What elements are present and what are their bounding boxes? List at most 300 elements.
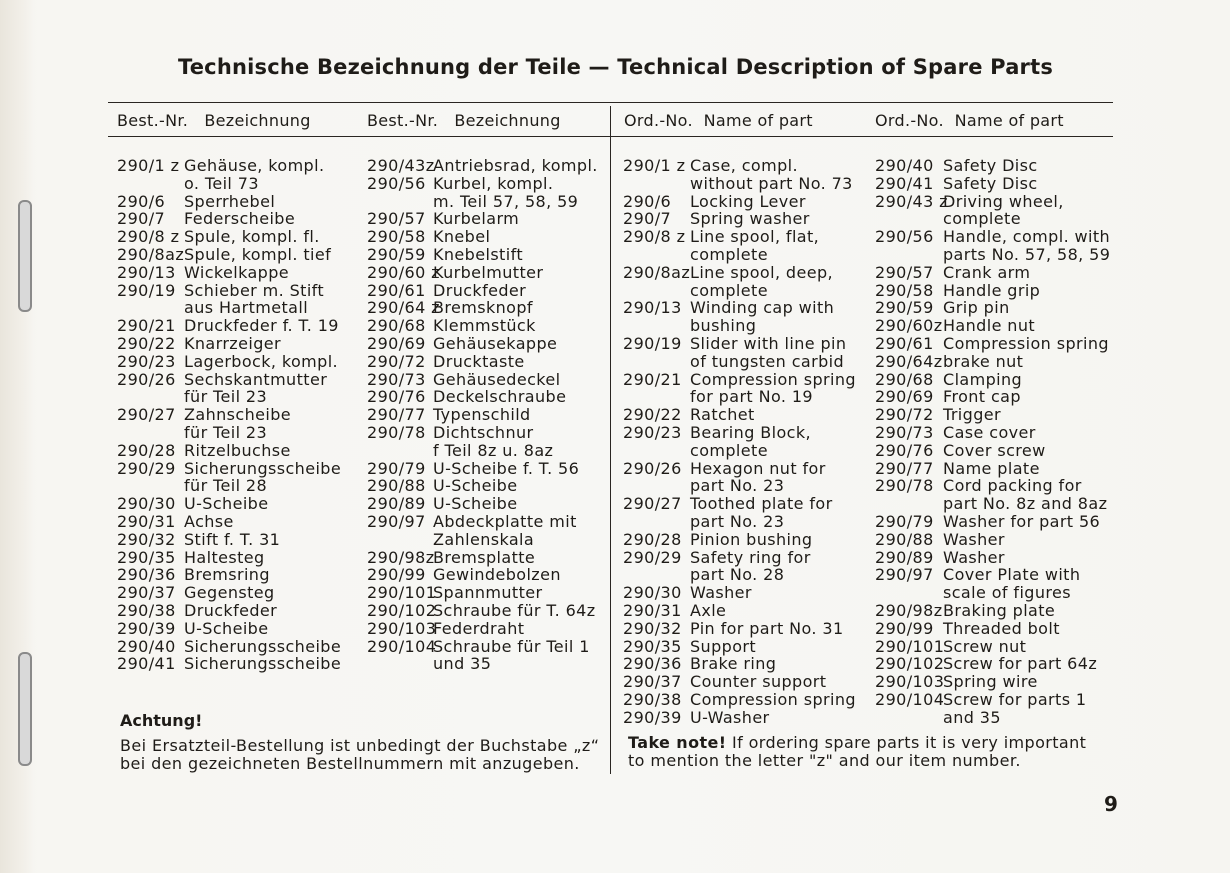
part-name: Name plate: [943, 458, 1040, 478]
part-name: Zahnscheibe: [184, 405, 292, 425]
part-number: 290/57: [367, 209, 426, 229]
part-name: Sicherungsscheibe: [184, 654, 342, 674]
part-number: 290/57: [875, 262, 934, 282]
part-name: U-Washer: [690, 707, 770, 727]
part-name: Knarrzeiger: [184, 333, 281, 353]
part-number: 290/97: [367, 511, 426, 531]
part-row-continuation: [117, 388, 341, 406]
part-name: Bearing Block,: [690, 422, 811, 442]
part-number: [117, 299, 184, 317]
part-row: [117, 371, 341, 389]
part-name: Sicherungsscheibe: [184, 458, 342, 478]
part-name: part No. 28: [690, 565, 785, 585]
part-name: Compression spring: [690, 369, 856, 389]
part-row: [117, 228, 341, 246]
part-number: 290/1 z: [623, 156, 686, 175]
part-number: 290/79: [875, 511, 934, 531]
part-name: Zahlenskala: [433, 529, 535, 549]
part-row-continuation: [623, 317, 856, 335]
part-number: [875, 584, 943, 602]
part-number: [117, 175, 184, 193]
part-row: [623, 638, 856, 656]
part-number: 290/79: [367, 458, 426, 478]
part-row: [367, 406, 598, 424]
part-name: Slider with line pin: [690, 333, 847, 353]
part-row: [875, 655, 1110, 673]
part-number: 290/27: [117, 405, 176, 425]
part-row: [623, 549, 856, 567]
part-name: Sechskantmutter: [184, 369, 328, 389]
part-row-continuation: [875, 246, 1110, 264]
part-number: [623, 442, 690, 460]
part-name: Counter support: [690, 672, 827, 692]
part-name: Klemmstück: [433, 316, 536, 336]
part-name: für Teil 23: [184, 422, 268, 442]
part-number: 290/102: [875, 654, 945, 674]
part-number: 290/26: [623, 458, 682, 478]
part-row: [117, 620, 341, 638]
header-name-of-part: Name of part: [954, 111, 1064, 130]
part-name: U-Scheibe: [184, 494, 269, 514]
part-name: Winding cap with: [690, 298, 835, 318]
part-row-continuation: [367, 655, 598, 673]
part-name: scale of figures: [943, 583, 1072, 603]
part-row: [367, 584, 598, 602]
part-row: [623, 531, 856, 549]
part-name: Lagerbock, kompl.: [184, 351, 339, 371]
part-row: [117, 246, 341, 264]
part-row: [875, 691, 1110, 709]
part-row: [117, 638, 341, 656]
header-best-nr: Best.-Nr.: [117, 111, 189, 130]
part-number: 290/41: [117, 654, 176, 674]
part-row: [875, 513, 1110, 531]
part-name: Bremsplatte: [433, 547, 536, 567]
part-row-continuation: [367, 531, 598, 549]
header-de-left: [117, 111, 311, 130]
part-number: 290/61: [875, 333, 934, 353]
part-name: bushing: [690, 316, 757, 336]
part-number: [623, 246, 690, 264]
part-number: [367, 193, 433, 211]
part-number: 290/39: [117, 618, 176, 638]
part-row: [875, 531, 1110, 549]
part-row: [875, 620, 1110, 638]
part-name: Locking Lever: [690, 191, 806, 211]
part-row: [367, 566, 598, 584]
part-name: Druckfeder: [433, 280, 527, 300]
part-number: 290/23: [117, 351, 176, 371]
part-row: [367, 388, 598, 406]
part-row: [875, 157, 1110, 175]
part-row: [875, 460, 1110, 478]
part-number: 290/28: [623, 529, 682, 549]
part-number: 290/37: [623, 672, 682, 692]
part-name: Spule, kompl. fl.: [184, 227, 320, 247]
part-name: Safety Disc: [943, 156, 1038, 175]
part-row: [117, 193, 341, 211]
part-name: Toothed plate for: [690, 494, 833, 514]
part-name: Cover Plate with: [943, 565, 1081, 585]
note-line-1: [628, 734, 1086, 752]
part-number: 290/101: [367, 583, 437, 603]
part-name: Case cover: [943, 422, 1036, 442]
part-number: 290/32: [623, 618, 682, 638]
part-number: 290/38: [117, 600, 176, 620]
part-name: Spannmutter: [433, 583, 543, 603]
part-row: [875, 477, 1110, 495]
part-name: Spring wire: [943, 672, 1038, 692]
part-row-continuation: [367, 442, 598, 460]
part-number: 290/104: [367, 636, 437, 656]
part-row: [367, 228, 598, 246]
part-number: 290/56: [367, 173, 426, 193]
part-name: Federscheibe: [184, 209, 296, 229]
note-line: Bei Ersatzteil-Bestellung ist unbedingt der Buchstabe „z“: [120, 736, 600, 755]
part-row: [623, 602, 856, 620]
part-row: [623, 709, 856, 727]
part-name: parts No. 57, 58, 59: [943, 244, 1111, 264]
part-number: 290/97: [875, 565, 934, 585]
part-number: [875, 210, 943, 228]
staple-bottom: [18, 652, 32, 766]
part-name: U-Scheibe: [184, 618, 269, 638]
part-name: Antriebsrad, kompl.: [433, 156, 598, 175]
part-name: Typenschild: [433, 405, 531, 425]
part-number: 290/8 z: [623, 227, 686, 247]
part-row-continuation: [623, 246, 856, 264]
part-name: aus Hartmetall: [184, 298, 309, 318]
part-row: [367, 620, 598, 638]
part-name: Braking plate: [943, 600, 1056, 620]
parts-list-en-left: [623, 157, 856, 727]
part-name: part No. 8z and 8az: [943, 494, 1108, 514]
part-number: 290/69: [875, 387, 934, 407]
part-row: [623, 460, 856, 478]
part-row-continuation: [623, 353, 856, 371]
part-row: [117, 317, 341, 335]
part-row: [875, 638, 1110, 656]
center-divider: [610, 106, 611, 774]
part-row: [875, 335, 1110, 353]
part-number: [875, 495, 943, 513]
part-number: 290/21: [117, 316, 176, 336]
part-name: Washer for part 56: [943, 511, 1101, 531]
part-row: [875, 353, 1110, 371]
part-row: [875, 175, 1110, 193]
part-row: [117, 495, 341, 513]
part-name: Bremsring: [184, 565, 270, 585]
part-name: Washer: [943, 547, 1005, 567]
part-number: 290/56: [875, 227, 934, 247]
part-row: [117, 157, 341, 175]
part-name: Washer: [690, 583, 752, 603]
part-name: Pinion bushing: [690, 529, 813, 549]
part-row: [875, 424, 1110, 442]
part-row: [623, 264, 856, 282]
part-name: Gegensteg: [184, 583, 275, 603]
header-ord-no: Ord.-No.: [624, 111, 693, 130]
part-number: 290/59: [367, 244, 426, 264]
part-row: [875, 602, 1110, 620]
part-number: 290/19: [117, 280, 176, 300]
part-name: Crank arm: [943, 262, 1031, 282]
part-row: [623, 691, 856, 709]
part-number: 290/37: [117, 583, 176, 603]
note-heading-en: Take note!: [628, 733, 727, 752]
part-number: 290/13: [117, 262, 176, 282]
part-row-continuation: [623, 477, 856, 495]
part-name: complete: [690, 244, 768, 264]
part-row: [367, 246, 598, 264]
part-row-continuation: [623, 442, 856, 460]
part-row: [367, 157, 598, 175]
part-number: 290/73: [875, 422, 934, 442]
part-row: [367, 602, 598, 620]
part-row: [367, 210, 598, 228]
part-number: 290/27: [623, 494, 682, 514]
part-row: [623, 335, 856, 353]
part-number: 290/7: [623, 209, 672, 229]
part-name: Knebelstift: [433, 244, 524, 264]
part-name: Trigger: [943, 405, 1001, 425]
part-number: 290/88: [367, 476, 426, 496]
part-row: [875, 388, 1110, 406]
part-number: 290/89: [875, 547, 934, 567]
part-number: 290/43z: [367, 156, 435, 175]
part-row: [875, 406, 1110, 424]
part-number: 290/69: [367, 333, 426, 353]
header-best-nr: Best.-Nr.: [367, 111, 439, 130]
parts-list-de-right: [367, 157, 598, 673]
part-row: [367, 264, 598, 282]
part-number: 290/22: [623, 405, 682, 425]
part-row: [875, 282, 1110, 300]
header-ord-no: Ord.-No.: [875, 111, 944, 130]
part-number: 290/61: [367, 280, 426, 300]
part-name: complete: [690, 280, 768, 300]
part-row: [117, 210, 341, 228]
part-name: Kurbel, kompl.: [433, 173, 554, 193]
part-number: 290/6: [623, 191, 672, 211]
header-top-rule: [108, 102, 1113, 103]
part-row-continuation: [875, 584, 1110, 602]
part-row: [367, 353, 598, 371]
part-row: [623, 193, 856, 211]
part-name: Achse: [184, 511, 234, 531]
part-name: Line spool, deep,: [690, 262, 834, 282]
part-name: Kurbelmutter: [433, 262, 544, 282]
part-row: [875, 299, 1110, 317]
part-number: 290/22: [117, 333, 176, 353]
header-name-of-part: Name of part: [703, 111, 813, 130]
part-row: [117, 406, 341, 424]
part-name: Federdraht: [433, 618, 525, 638]
part-name: Clamping: [943, 369, 1023, 389]
part-name: Gehäuse, kompl.: [184, 156, 325, 175]
part-name: brake nut: [943, 351, 1024, 371]
header-de-right: [367, 111, 561, 130]
part-row: [117, 549, 341, 567]
part-row: [623, 584, 856, 602]
part-name: Handle nut: [943, 316, 1036, 336]
part-number: 290/7: [117, 209, 166, 229]
part-name: Washer: [943, 529, 1005, 549]
part-number: 290/60z: [875, 316, 943, 336]
part-name: Driving wheel,: [943, 191, 1064, 211]
part-number: 290/103: [367, 618, 437, 638]
part-row: [117, 282, 341, 300]
part-name: Line spool, flat,: [690, 227, 820, 247]
part-row: [117, 531, 341, 549]
part-row: [623, 371, 856, 389]
part-number: 290/99: [875, 618, 934, 638]
part-row: [623, 157, 856, 175]
part-name: Axle: [690, 600, 727, 620]
part-row: [367, 477, 598, 495]
header-bezeichnung: Bezeichnung: [204, 111, 311, 130]
part-number: [367, 655, 433, 673]
part-number: 290/36: [623, 654, 682, 674]
part-row: [117, 353, 341, 371]
part-row: [875, 193, 1110, 211]
part-row-continuation: [117, 477, 341, 495]
part-name: for part No. 19: [690, 387, 813, 407]
part-name: Dichtschnur: [433, 422, 534, 442]
part-number: 290/101: [875, 636, 945, 656]
part-number: 290/31: [117, 511, 176, 531]
note-text-en: [628, 734, 1086, 769]
part-name: Deckelschraube: [433, 387, 567, 407]
part-name: Handle grip: [943, 280, 1041, 300]
part-row: [117, 655, 341, 673]
part-number: 290/78: [875, 476, 934, 496]
part-row: [875, 673, 1110, 691]
part-name: Front cap: [943, 387, 1021, 407]
part-number: [623, 477, 690, 495]
part-number: 290/35: [623, 636, 682, 656]
part-number: 290/98z: [875, 600, 943, 620]
part-name: f Teil 8z u. 8az: [433, 440, 554, 460]
part-name: Drucktaste: [433, 351, 525, 371]
part-row: [367, 424, 598, 442]
part-name: Schraube für T. 64z: [433, 600, 596, 620]
part-name: Hexagon nut for: [690, 458, 826, 478]
part-name: Screw nut: [943, 636, 1027, 656]
part-row-continuation: [875, 709, 1110, 727]
part-row: [117, 602, 341, 620]
part-number: 290/8az: [623, 262, 691, 282]
part-row-continuation: [875, 495, 1110, 513]
part-number: 290/68: [875, 369, 934, 389]
part-row: [367, 460, 598, 478]
part-number: 290/8az: [117, 244, 185, 264]
part-number: 290/99: [367, 565, 426, 585]
part-name: Handle, compl. with: [943, 227, 1111, 247]
note-text-de: [120, 737, 599, 772]
part-name: U-Scheibe: [433, 476, 518, 496]
part-name: Safety ring for: [690, 547, 811, 567]
part-number: 290/23: [623, 422, 682, 442]
part-row: [117, 584, 341, 602]
part-row: [367, 513, 598, 531]
part-number: [367, 442, 433, 460]
part-name: Abdeckplatte mit: [433, 511, 577, 531]
part-name: without part No. 73: [690, 173, 853, 193]
part-name: Druckfeder f. T. 19: [184, 316, 339, 336]
part-row-continuation: [623, 388, 856, 406]
header-en-left: [624, 111, 813, 130]
part-row: [117, 566, 341, 584]
part-row: [117, 513, 341, 531]
page-number: 9: [1104, 792, 1118, 816]
part-row-continuation: [117, 175, 341, 193]
part-name: complete: [690, 440, 768, 460]
part-name: and 35: [943, 707, 1001, 727]
part-number: 290/29: [117, 458, 176, 478]
part-number: 290/29: [623, 547, 682, 567]
part-row-continuation: [367, 193, 598, 211]
part-name: Case, compl.: [690, 156, 798, 175]
part-row: [623, 673, 856, 691]
part-row-continuation: [623, 513, 856, 531]
note-line: bei den gezeichneten Bestellnummern mit anzugeben.: [120, 753, 580, 773]
note-heading-de: Achtung!: [120, 711, 203, 730]
part-name: Stift f. T. 31: [184, 529, 281, 549]
part-name: m. Teil 57, 58, 59: [433, 191, 579, 211]
part-number: 290/58: [367, 227, 426, 247]
part-number: 290/13: [623, 298, 682, 318]
part-number: 290/88: [875, 529, 934, 549]
part-name: part No. 23: [690, 511, 785, 531]
part-number: 290/6: [117, 191, 166, 211]
part-row: [623, 655, 856, 673]
part-row-continuation: [117, 424, 341, 442]
part-number: 290/73: [367, 369, 426, 389]
part-name: Ritzelbuchse: [184, 440, 291, 460]
part-row: [875, 317, 1110, 335]
part-row: [367, 282, 598, 300]
part-name: Cord packing for: [943, 476, 1082, 496]
part-row: [367, 549, 598, 567]
part-number: 290/58: [875, 280, 934, 300]
part-row-continuation: [875, 210, 1110, 228]
part-name: Safety Disc: [943, 173, 1038, 193]
part-number: 290/102: [367, 600, 437, 620]
part-row-continuation: [623, 566, 856, 584]
part-number: [623, 175, 690, 193]
part-name: Druckfeder: [184, 600, 278, 620]
part-name: Cover screw: [943, 440, 1046, 460]
header-bezeichnung: Bezeichnung: [454, 111, 561, 130]
part-name: o. Teil 73: [184, 173, 259, 193]
part-name: Pin for part No. 31: [690, 618, 844, 638]
part-number: 290/103: [875, 672, 945, 692]
part-number: 290/21: [623, 369, 682, 389]
part-number: 290/40: [117, 636, 176, 656]
part-name: für Teil 23: [184, 387, 268, 407]
part-row: [623, 495, 856, 513]
part-row: [117, 442, 341, 460]
part-number: 290/1 z: [117, 156, 180, 175]
part-number: [623, 282, 690, 300]
part-row: [623, 228, 856, 246]
part-name: Gehäusedeckel: [433, 369, 561, 389]
part-row-continuation: [117, 299, 341, 317]
part-number: 290/77: [875, 458, 934, 478]
part-name: Spring washer: [690, 209, 810, 229]
part-row: [875, 228, 1110, 246]
